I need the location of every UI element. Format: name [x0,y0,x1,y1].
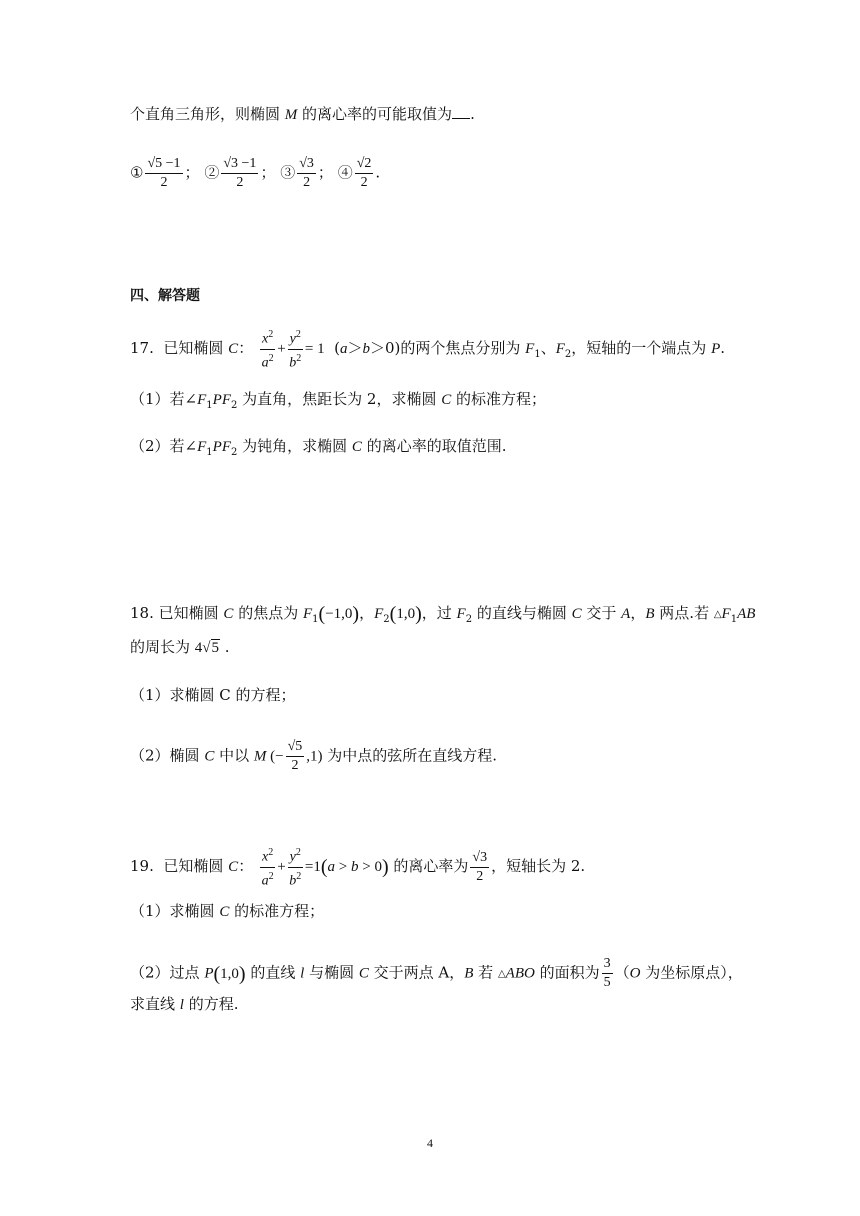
q17-statement: 17. 已知椭圆 C： $\frac{x^2}{a^2}$ + $\frac{y^2}{b^2}$ = 1 (a＞b＞0)的两个焦点分别为 $F_1$、$F_2$，短轴的一个端点为 P. [130,326,725,372]
q19-part2-line2: 求直线 l 的方程. [130,995,239,1013]
option-3-fraction: $\frac{√3}{2}$ [299,156,314,190]
q16-text: 个直角三角形，则椭圆 M 的离心率的可能取值为 . [130,105,475,123]
q18-statement: 18. 已知椭圆 C 的焦点为 $F_1(-1,0)$，$F_2(1,0)$，过 $F_2$ 的直线与椭圆 C 交于 A，B 两点.若 $\triangle F_1AB$ [130,603,756,625]
q18-part2: （2）椭圆 C 中以 M (− $\frac{√5}{2}$ ,1) 为中点的弦所在直线方程. [130,739,498,773]
option-1-fraction: $\frac{√5 -1}{2}$ [147,156,181,190]
q17-part2: （2）若$\angle F_1PF_2$ 为钝角，求椭圆 C 的离心率的取值范围. [130,437,507,458]
section-heading: 四、解答题 [130,288,200,304]
q19-statement: 19. 已知椭圆 C： $\frac{x^2}{a^2}$ + $\frac{y^2}{b^2}$ =1(a > b > 0) 的离心率为 $\frac{√3}{2}$ ，短轴长为 2. [130,844,585,890]
option-4-fraction: $\frac{√2}{2}$ [356,156,372,190]
q18-part1: （1）求椭圆 C 的方程； [130,686,296,704]
q16-options: ① $\frac{√5 -1}{2}$ ； ② $\frac{√3 -1}{2}$ ； ③ $\frac{√3}{2}$ ； ④ $\frac{√2}{2}$ . [130,156,381,190]
page-number: 4 [427,1136,433,1150]
q19-part2: （2）过点 P(1,0) 的直线 l 与椭圆 C 交于两点 A，B 若 △ABO 的面积为 $\frac{3}{5}$ （O 为坐标原点）， [130,956,743,990]
q19-part1: （1）求椭圆 C 的标准方程； [130,902,325,920]
option-2-fraction: $\frac{√3 -1}{2}$ [223,156,257,190]
q17-part1: （1）若$\angle F_1PF_2$ 为直角，焦距长为 2，求椭圆 C 的标准方程； [130,390,547,411]
q18-statement-line2: 的周长为 4√5 . [130,638,230,656]
